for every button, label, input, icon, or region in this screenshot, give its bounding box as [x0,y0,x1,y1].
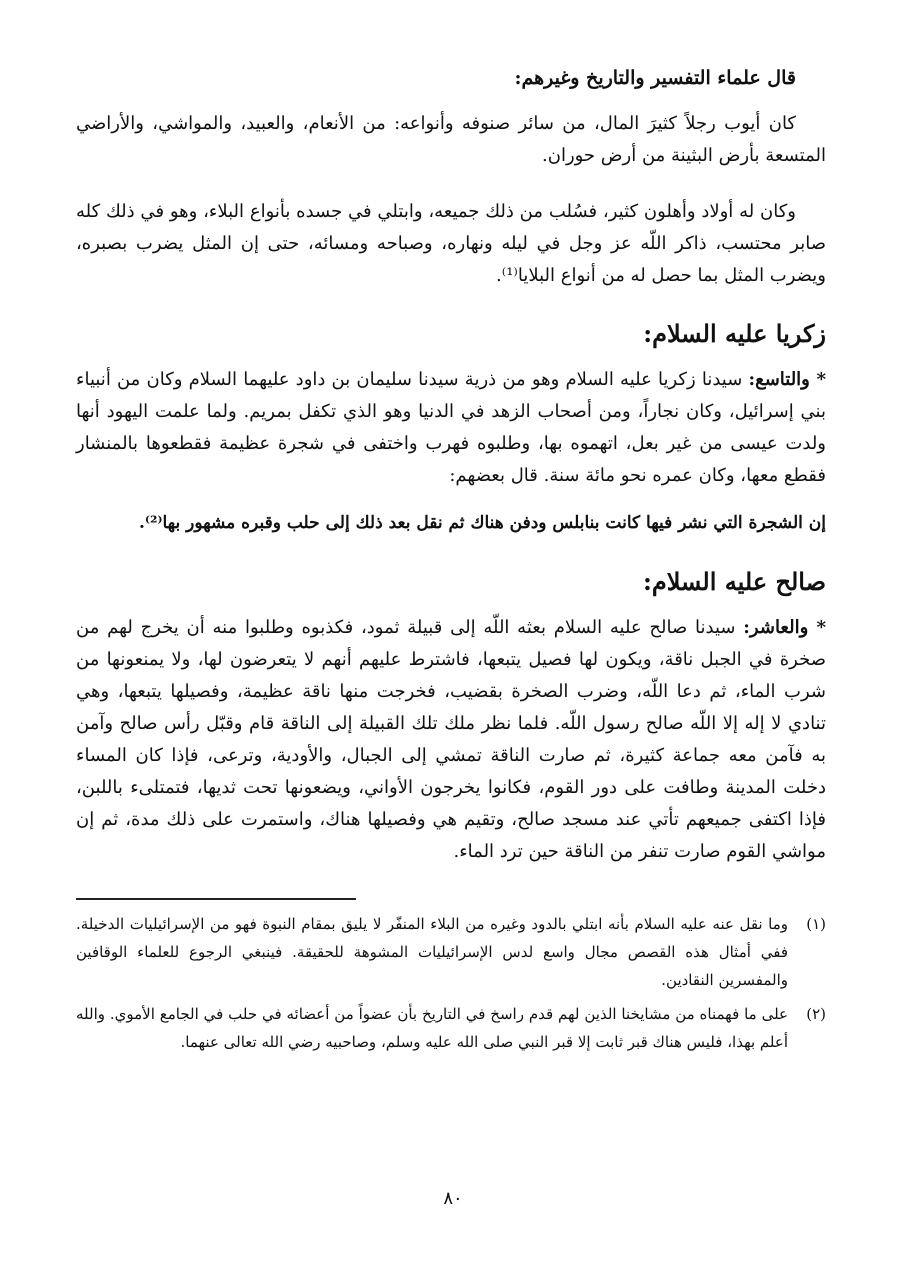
footnote-1-number: (١) [806,915,826,933]
footnote-1-text: وما نقل عنه عليه السلام بأنه ابتلي بالدود وغيره من البلاء المنفّر لا يليق بمقام النبوة فهو من الإسرائيليات الدخيلة. ففي أمثال هذه القصص مجال واسع لدس الإسرائيليات المشوهة للحقيقة. فينبغي الرجوع للعلماء الوقافين والمفسرين النقادين. [76,915,788,989]
zakariya-quote: إن الشجرة التي نشر فيها كانت بنابلس ودفن هناك ثم نقل بعد ذلك إلى حلب وقبره مشهور بها⁽²⁾. [139,513,826,533]
footnote-separator [76,898,356,900]
salih-lead: * والعاشر: [743,617,826,638]
zakariya-lead: * والتاسع: [748,369,826,390]
footnote-2-number: (٢) [806,1005,826,1023]
page-body [76,62,826,1062]
zakariya-text: سيدنا زكريا عليه السلام وهو من ذرية سيدنا سليمان بن داود عليهما السلام وكان من أنبياء بني إسرائيل، وكان نجاراً، ومن أصحاب الزهد في الدنيا وهو الذي تكفل بمريم. ولما علمت اليهود أنها ولدت عيسى من غير بعل، اتهموه بها، وطلبوه فهرب واختفى في شجرة عظيمة فقطعوها بالمنشار فقطع معها، وكان عمره نحو مائة سنة. قال بعضهم: [76,369,826,486]
ayyub-paragraph-1: كان أيوب رجلاً كثيرَ المال، من سائر صنوفه وأنواعه: من الأنعام، والعبيد، والمواشي، والأراضي المتسعة بأرض البثينة من أرض حوران. [76,113,826,166]
ayyub-paragraph-2: وكان له أولاد وأهلون كثير، فسُلب من ذلك جميعه، وابتلي في جسده بأنواع البلاء، وهو في ذلك كله صابر محتسب، ذاكر اللّه عز وجل في ليله ونهاره، وصباحه ومسائه، حتى إن المثل يضرب بصبره، ويضرب المثل بما حصل له من أنواع البلايا⁽¹⁾. [76,201,826,286]
footnote-2 [76,1000,826,1056]
salih-text: سيدنا صالح عليه السلام بعثه اللّه إلى قبيلة ثمود، فكذبوه وطلبوا منه أن يخرج لهم من صخرة في الجبل ناقة، ويكون لها فصيل يتبعها، فاشترط عليهم أنهم لا يتعرضون لها، ولا يمنعونها من شرب الماء، ثم دعا اللّه، وضرب الصخرة بقضيب، فخرجت منها ناقة عظيمة، وفصيلها يتبعها، وهي تنادي لا إله إلا اللّه صالح رسول اللّه. فلما نظر ملك تلك القبيلة إلى الناقة قام وقبّل رأس صالح وآمن به فآمن معه جماعة كثيرة، ثم صارت الناقة تمشي إلى الجبال، والأودية، وترعى، فإذا كان المساء دخلت المدينة وطافت على دور القوم، فكانوا يخرجون الأواني، ويضعونها تحت ثديها، فتمتلىء باللبن، فإذا اكتفى جميعهم تأتي عند مسجد صالح، وتقيم هي وفصيلها هناك، واستمرت على ذلك مدة، ثم إن مواشي القوم صارت تنفر من الناقة حين ترد الماء. [76,617,826,862]
zakariya-heading: زكريا عليه السلام: [643,319,826,348]
intro-heading: قال علماء التفسير والتاريخ وغيرهم: [514,67,796,89]
salih-heading: صالح عليه السلام: [642,567,826,596]
salih-paragraph [76,612,826,868]
page-number: ٨٠ [443,1188,463,1209]
footnote-1 [76,910,826,994]
footnote-2-text: على ما فهمناه من مشايخنا الذين لهم قدم راسخ في التاريخ بأن عضواً من أعضائه في حلب في الجامع الأموي. والله أعلم بهذا، فليس هناك قبر ثابت إلا قبر النبي صلى الله عليه وسلم، وصاحبيه رضي الله تعالى عنهما. [76,1005,788,1051]
zakariya-paragraph [76,364,826,492]
